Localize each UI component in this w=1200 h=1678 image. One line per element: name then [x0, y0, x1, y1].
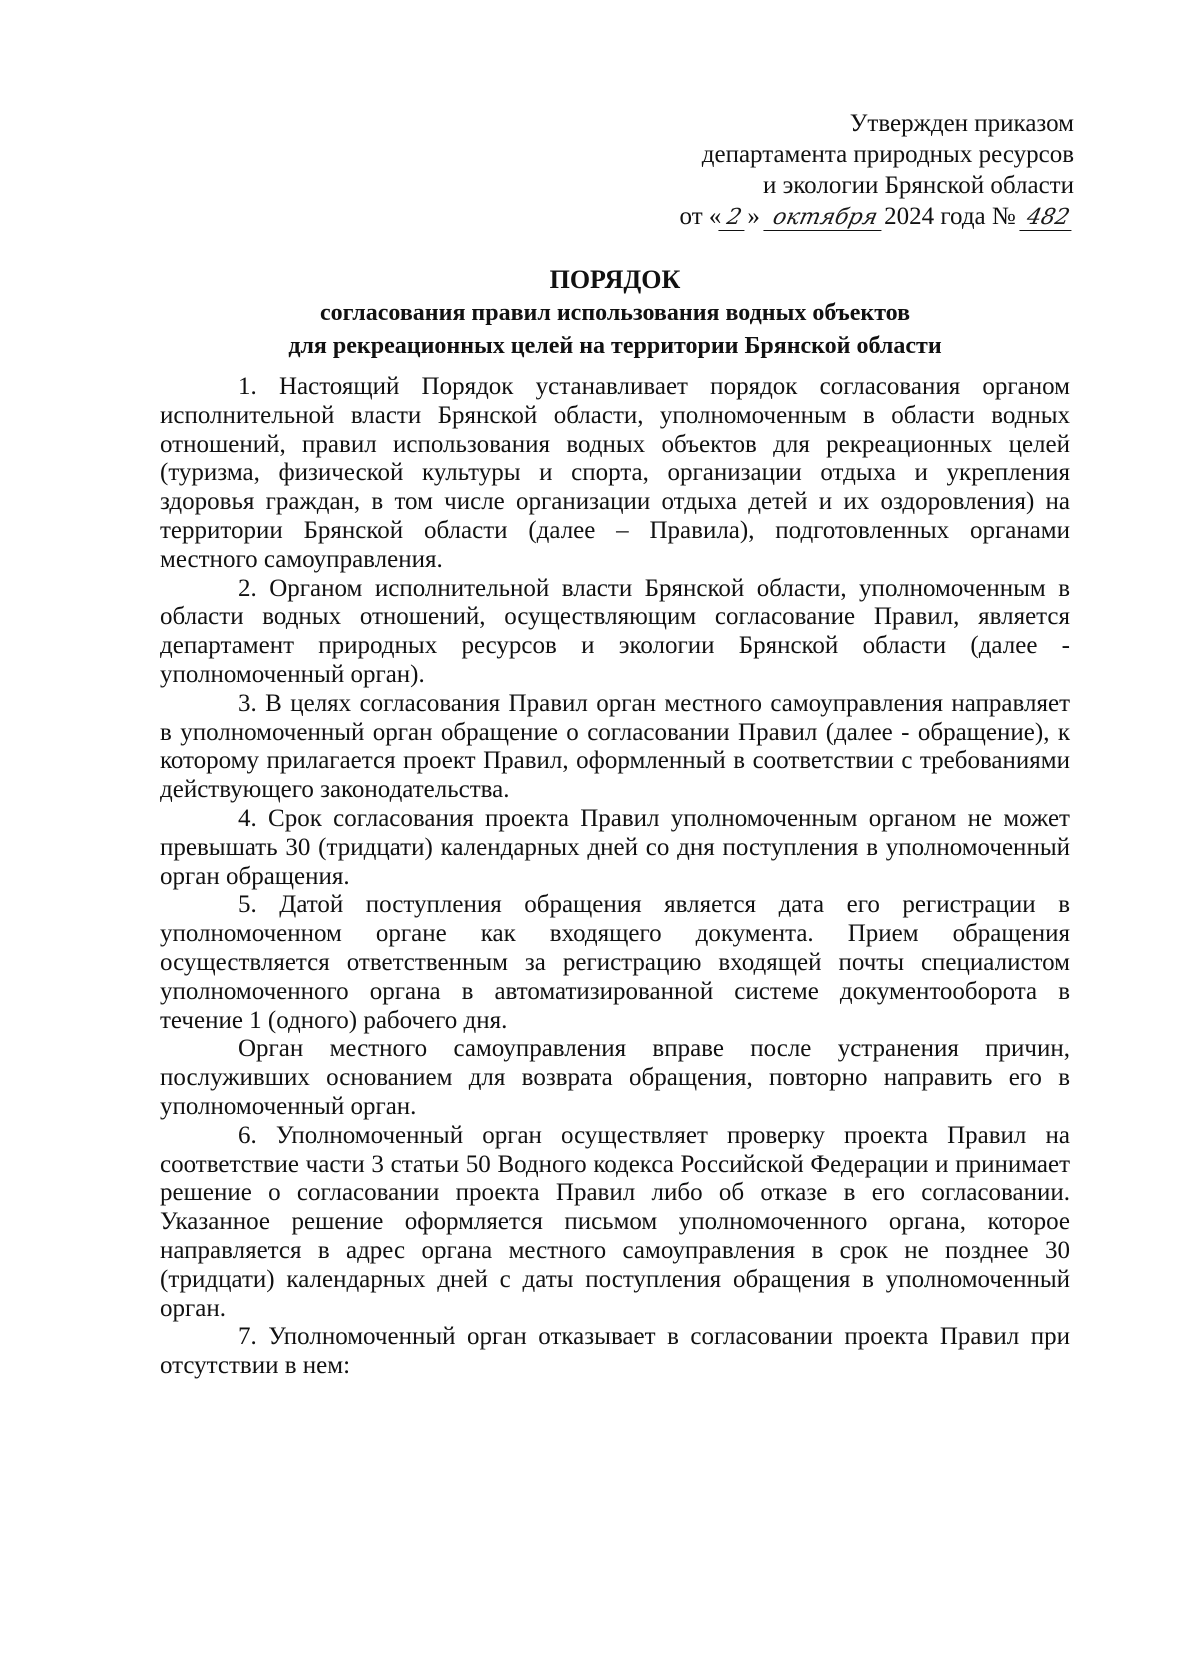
approval-line-3: и экологии Брянской области: [762, 172, 1074, 199]
approval-line-1: Утвержден приказом: [849, 110, 1074, 137]
title-main: ПОРЯДОК: [549, 265, 681, 294]
date-year: 2024 года №: [884, 203, 1016, 230]
date-day-handwritten: 2: [719, 206, 750, 231]
approval-line-2: департамента природных ресурсов: [701, 141, 1074, 168]
paragraph-5-continuation: Орган местного самоуправления вправе после устранения причин, послуживших основанием для возврата обращения, повторно направить его в уполномоченный орган.: [160, 1035, 1070, 1120]
approval-stamp: [514, 108, 1074, 232]
document-title: [160, 263, 1070, 363]
title-subtitle-line-2: для рекреационных целей на территории Брянской области: [288, 333, 942, 359]
title-subtitle-line-1: согласования правил использования водных объектов: [319, 300, 911, 326]
paragraph-7: 7. Уполномоченный орган отказывает в согласовании проекта Правил при отсутствии в нем:: [160, 1323, 1070, 1380]
paragraph-4: 4. Срок согласования проекта Правил уполномоченным органом не может превышать 30 (тридцати) календарных дней со дня поступления в уполномоченный орган обращения.: [160, 804, 1070, 890]
date-prefix: от «: [679, 203, 722, 230]
paragraph-1: 1. Настоящий Порядок устанавливает порядок согласования органом исполнительной власти Брянской области, уполномоченным в области водных отношений, правил использования водных объектов для рекреационных целей (туризма, физической культуры и спорта, организации отдыха и укрепления здоровья граждан, в том числе организации отдыха детей и их оздоровления) на территории Брянской области (далее – Правила), подготовленных органами местного самоуправления.: [160, 373, 1070, 573]
approval-date-line: [514, 201, 1074, 232]
paragraph-6: 6. Уполномоченный орган осуществляет проверку проекта Правил на соответствие части 3 статьи 50 Водного кодекса Российской Федерации и принимает решение о согласовании проекта Правил либо об отказе в его согласовании. Указанное решение оформляется письмом уполномоченного органа, которое направляется в адрес органа местного самоуправления в срок не позднее 30 (тридцати) календарных дней с даты поступления обращения в уполномоченный орган.: [160, 1121, 1070, 1322]
date-month-handwritten: октября: [763, 206, 886, 231]
document-body: [160, 373, 1070, 1381]
paragraph-2: 2. Органом исполнительной власти Брянской области, уполномоченным в области водных отношений, осуществляющим согласование Правил, является департамент природных ресурсов и экологии Брянской области (далее - уполномоченный орган).: [160, 574, 1070, 688]
date-mid: »: [747, 203, 760, 230]
paragraph-5: 5. Датой поступления обращения является дата его регистрации в уполномоченном органе как входящего документа. Прием обращения осуществляется ответственным за регистрацию входящей почты специалистом уполномоченного органа в автоматизированной системе документооборота в течение 1 (одного) рабочего дня.: [160, 891, 1070, 1034]
order-number-handwritten: 482: [1019, 206, 1076, 231]
paragraph-3: 3. В целях согласования Правил орган местного самоуправления направляет в уполномоченный орган обращение о согласовании Правил (далее - обращение), к которому прилагается проект Правил, оформленный в соответствии с требованиями действующего законодательства.: [160, 689, 1070, 804]
